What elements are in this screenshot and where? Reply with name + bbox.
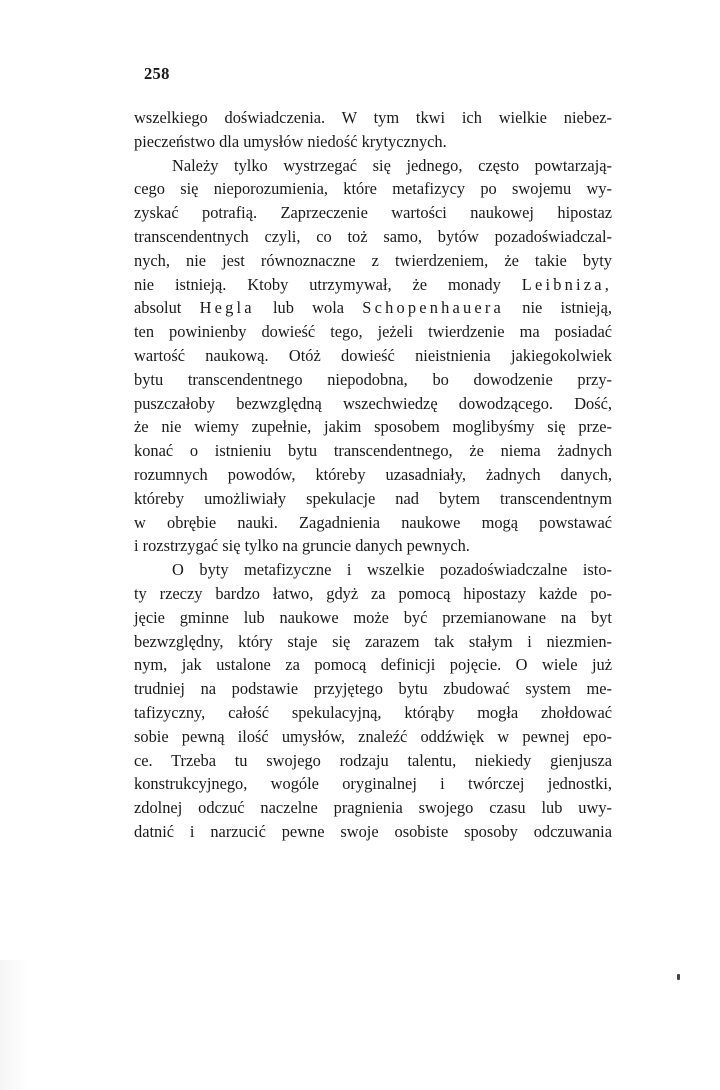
text-fragment: lub wola [273,298,345,318]
text-fragment: nie istnieją. Ktoby utrzymywał, że monady [134,274,501,294]
spaced-name-hegla: Hegla [199,298,255,318]
text-line: nym, jak ustalone za pomocą definicji pojęcie. O wiele już [134,655,612,675]
text-fragment: absolut [134,298,182,318]
spaced-name-leibniza: Leibniza, [521,274,612,294]
text-line-mixed [134,273,612,297]
scan-edge-shadow [0,960,30,1090]
text-line: ty rzeczy bardzo łatwo, gdyż za pomocą hipostazy każde po- [134,583,612,603]
text-line: w obrębie nauki. Zagadnienia naukowe mogą powstawać [134,512,612,532]
text-line: któreby umożliwiały spekulacje nad bytem transcendentnym [134,488,612,508]
scan-speck [677,974,680,980]
text-line: bezwzględny, który staje się zarazem tak stałym i niezmien- [134,631,612,651]
spaced-name-schopenhauera: Schopenhauera [362,298,505,318]
text-fragment: nie istnieją, [522,298,612,318]
text-line: trudniej na podstawie przyjętego bytu zbudować system me- [134,679,612,699]
text-line: konstrukcyjnego, wogóle oryginalnej i twórczej jednostki, [134,774,612,794]
text-line: zdolnej odczuć naczelne pragnienia swojego czasu lub uwy- [134,798,612,818]
text-line: tafizyczny, całość spekulacyjną, którąby mogła zhołdować [134,702,612,722]
paragraph-start-line: Należy tylko wystrzegać się jednego, często powtarzają- [172,155,612,175]
text-line: konać o istnieniu bytu transcendentnego, że niema żadnych [134,441,612,461]
text-line: że nie wiemy zupełnie, jakim sposobem moglibyśmy się prze- [134,417,612,437]
paragraph-start-line: O byty metafizyczne i wszelkie pozadoświadczalne isto- [172,560,612,580]
text-line: puszczałoby bezwzględną wszechwiedzę dowodzącego. Dość, [134,393,612,413]
text-line: nych, nie jest równoznaczne z twierdzeniem, że takie byty [134,250,612,270]
text-line: transcendentnych czyli, co toż samo, bytów pozadoświadczal- [134,226,612,246]
text-line: rozumnych powodów, któreby uzasadniały, żadnych danych, [134,464,612,484]
text-line-mixed [134,296,612,320]
text-line: wartość naukową. Otóż dowieść nieistnienia jakiegokolwiek [134,345,612,365]
text-line: cego się nieporozumienia, które metafizycy po swojemu wy- [134,179,612,199]
text-line: datnić i narzucić pewne swoje osobiste sposoby odczuwania [134,821,612,841]
body-text [134,106,612,844]
page-number: 258 [144,64,170,83]
text-line: ce. Trzeba tu swojego rodzaju talentu, niekiedy gienjusza [134,750,612,770]
text-line: ten powinienby dowieść tego, jeżeli twierdzenie ma posiadać [134,322,612,342]
text-line: pieczeństwo dla umysłów niedość krytycznych. [134,131,447,151]
text-line: bytu transcendentnego niepodobna, bo dowodzenie przy- [134,369,612,389]
text-line: sobie pewną ilość umysłów, znaleźć oddźwięk w pewnej epo- [134,726,612,746]
text-line: wszelkiego doświadczenia. W tym tkwi ich wielkie niebez- [134,108,612,127]
text-line: jęcie gminne lub naukowe może być przemianowane na byt [134,607,612,627]
text-line: zyskać potrafią. Zaprzeczenie wartości naukowej hipostaz [134,203,612,223]
text-line: i rozstrzygać się tylko na gruncie danych pewnych. [134,536,470,556]
